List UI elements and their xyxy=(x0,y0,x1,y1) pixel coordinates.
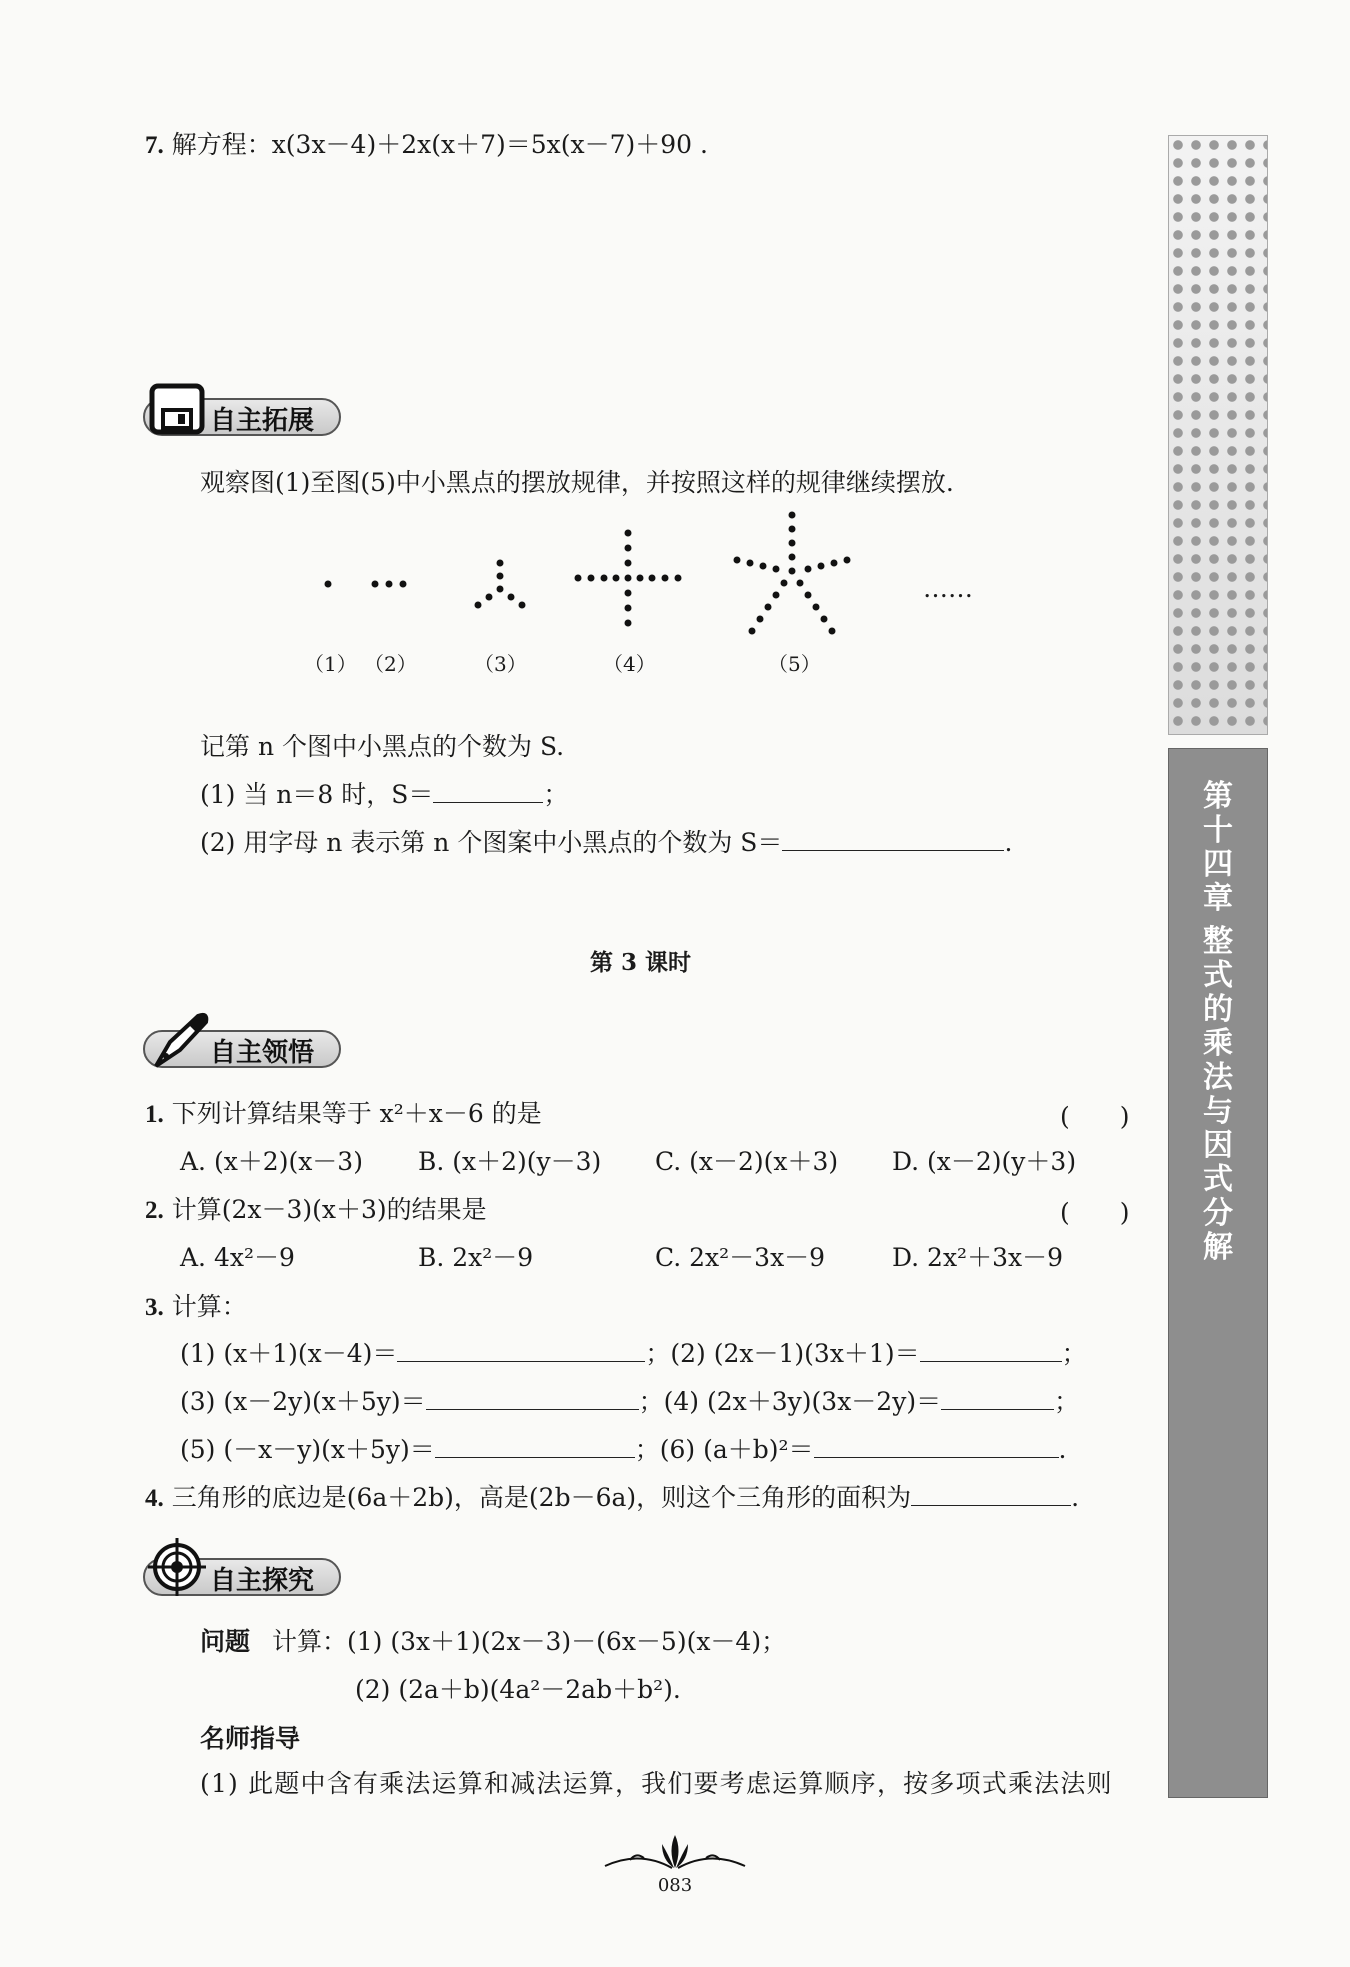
figure-caption-4: （4） xyxy=(603,652,656,676)
section-title-3: 自主探究 xyxy=(210,1566,315,1596)
answer-blank[interactable] xyxy=(782,826,1004,851)
definition: 记第 n 个图中小黑点的个数为 S. xyxy=(200,732,565,761)
question-4: 4. 三角形的底边是(6a＋2b)，高是(2b－6a)，则这个三角形的面积为 . xyxy=(145,1483,1080,1512)
figure-caption-5: （5） xyxy=(768,652,821,676)
floral-ornament-icon xyxy=(600,1830,750,1875)
floppy-disk-icon xyxy=(148,382,206,436)
q2-option-d: D. 2x²＋3x－9 xyxy=(892,1243,1063,1272)
dot-pattern-figures xyxy=(300,505,1000,645)
figure-caption-2: （2） xyxy=(364,652,417,676)
answer-blank[interactable] xyxy=(941,1385,1054,1410)
question-1: 1. 下列计算结果等于 x²＋x－6 的是 xyxy=(145,1099,542,1128)
chapter-title: 整式的乘法与因式分解 xyxy=(1203,924,1233,1265)
answer-blank[interactable] xyxy=(426,1385,639,1410)
figure-caption-1: （1） xyxy=(304,652,357,676)
problem-line-2: (2) (2a＋b)(4a²－2ab＋b²). xyxy=(355,1675,681,1704)
answer-parentheses[interactable]: ( ) xyxy=(1060,1102,1130,1131)
answer-blank[interactable] xyxy=(814,1433,1059,1458)
sidebar-decoration xyxy=(1168,135,1268,735)
section-title-1: 自主拓展 xyxy=(210,406,315,436)
part-2: (2) 用字母 n 表示第 n 个图案中小黑点的个数为 S＝ . xyxy=(200,828,1013,857)
page-number: 083 xyxy=(657,1875,693,1896)
observation-intro: 观察图(1)至图(5)中小黑点的摆放规律，并按照这样的规律继续摆放. xyxy=(200,468,954,497)
q3-row-3: (5) (－x－y)(x＋5y)＝ ；(6) (a＋b)²＝ . xyxy=(180,1435,1067,1464)
q1-option-c: C. (x－2)(x＋3) xyxy=(655,1147,839,1176)
q2-option-a: A. 4x²－9 xyxy=(180,1243,295,1272)
question-7: 7. 解方程：x(3x－4)＋2x(x＋7)＝5x(x－7)＋90 . xyxy=(145,130,708,159)
question-3: 3. 计算： xyxy=(145,1292,247,1321)
section-title-2: 自主领悟 xyxy=(210,1038,315,1068)
answer-blank[interactable] xyxy=(435,1433,635,1458)
guide-text: (1) 此题中含有乘法运算和减法运算，我们要考虑运算顺序，按多项式乘法法则 xyxy=(200,1769,1113,1798)
pen-nib-icon xyxy=(148,1008,214,1070)
page-footer xyxy=(0,1830,1350,1896)
q3-row-2: (3) (x－2y)(x＋5y)＝ ；(4) (2x＋3y)(3x－2y)＝ ； xyxy=(180,1387,1080,1416)
lesson-heading: 第 3 课时 xyxy=(590,949,692,976)
answer-blank[interactable] xyxy=(433,778,543,803)
q3-row-1: (1) (x＋1)(x－4)＝ ；(2) (2x－1)(3x＋1)＝ ； xyxy=(180,1339,1087,1368)
guide-heading: 名师指导 xyxy=(200,1724,301,1753)
q2-option-c: C. 2x²－3x－9 xyxy=(655,1243,826,1272)
q1-option-b: B. (x＋2)(y－3) xyxy=(418,1147,602,1176)
q1-option-a: A. (x＋2)(x－3) xyxy=(180,1147,363,1176)
answer-blank[interactable] xyxy=(911,1481,1071,1506)
q2-option-b: B. 2x²－9 xyxy=(418,1243,534,1272)
chapter-number: 第十四章 xyxy=(1203,779,1233,916)
problem-line-1: 问题 计算：(1) (3x＋1)(2x－3)－(6x－5)(x－4)； xyxy=(200,1627,787,1656)
target-icon xyxy=(146,1536,208,1598)
q1-option-d: D. (x－2)(y＋3) xyxy=(892,1147,1077,1176)
answer-parentheses[interactable]: ( ) xyxy=(1060,1198,1130,1227)
part-1: (1) 当 n＝8 时，S＝ ； xyxy=(200,780,569,809)
answer-blank[interactable] xyxy=(920,1337,1062,1362)
continuation-ellipsis: …… xyxy=(923,574,973,603)
figure-caption-3: （3） xyxy=(474,652,527,676)
question-2: 2. 计算(2x－3)(x＋3)的结果是 xyxy=(145,1195,487,1224)
answer-blank[interactable] xyxy=(397,1337,645,1362)
